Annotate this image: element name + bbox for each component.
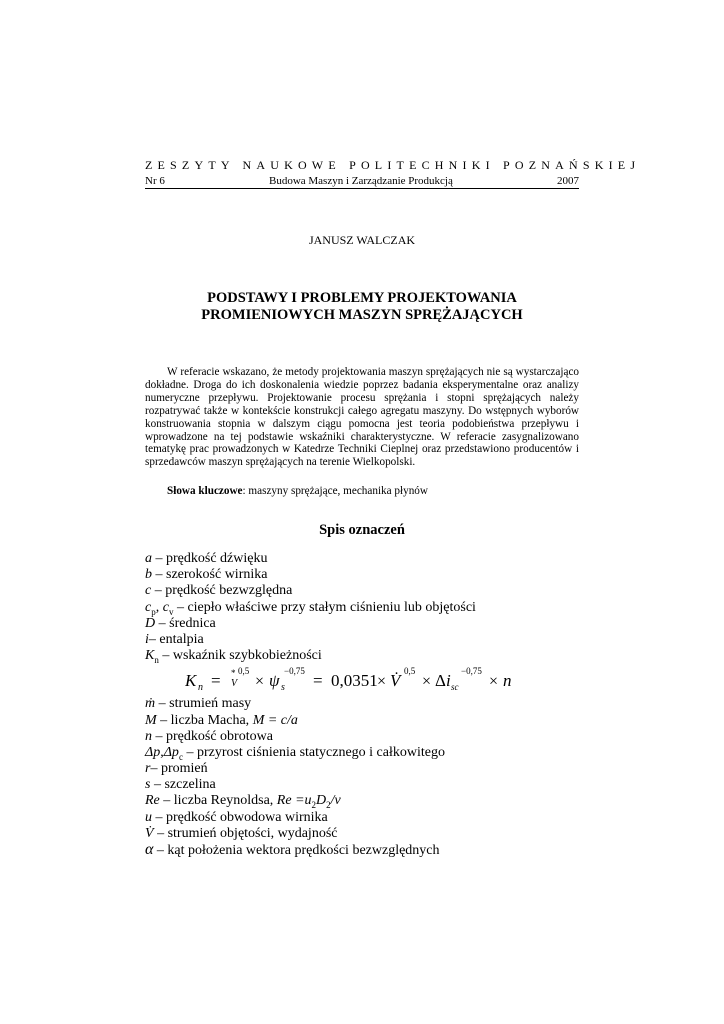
- symbol-Re: Re – liczba Reynoldsa, $Re =u_2D_2/\nu$: [145, 793, 341, 811]
- formula-lhs-sub: n: [198, 682, 203, 694]
- symbol-u: u – prędkość obwodowa wirnika: [145, 809, 328, 825]
- symbol-list: [145, 551, 585, 858]
- symbol-r: r– promień: [145, 761, 208, 777]
- symbol-c: c – prędkość bezwzględna: [145, 583, 293, 599]
- symbol-cp-cv: $c_p$, $c_v$ – ciepło właściwe przy stałym ciśnieniu lub objętości: [145, 599, 476, 617]
- symbol-mdot: ṁ – strumień masy: [145, 696, 252, 712]
- formula-i: i: [446, 671, 451, 691]
- title-line-1: PODSTAWY I PROBLEMY PROJEKTOWANIA: [207, 290, 517, 306]
- title-line-2: PROMIENIOWYCH MASZYN SPRĘŻAJĄCYCH: [201, 307, 523, 323]
- formula-i-sub: sc: [451, 682, 459, 693]
- journal-subheader: [145, 175, 579, 187]
- formula-times1: ×: [255, 673, 265, 691]
- formula-n: n: [503, 671, 512, 691]
- year: 2007: [557, 175, 579, 187]
- formula-v-star: *: [231, 668, 236, 679]
- header-rule: [145, 188, 579, 189]
- symbol-i: i– entalpia: [145, 631, 204, 647]
- formula-delta: Δ: [435, 671, 446, 691]
- formula-vdot-exp: 0,5: [404, 666, 416, 677]
- abstract: W referacie wskazano, że metody projektowania maszyn sprężających nie są wystarczająco dokładne. Droga do ich doskonalenia wiedzie poprzez badania eksperymentalne oraz analizy numeryczne przepływu. Projektowanie procesu sprężania i stopni sprężających należy rozpatrywać także w kontekście konstrukcji całego agregatu maszyny. Do wstępnych wyborów konstruowania stopnia w dalszym ciągu pomocna jest teoria podobieństwa przepływu i wprowadzone na tej podstawie wskaźniki charakterystyczne. W referacie zasygnalizowano tematykę prac prowadzonych w Katedrze Techniki Cieplnej oraz przedstawiono producentów i sprzedawców maszyn sprężających na terenie Wielkopolski.: [145, 366, 579, 469]
- keywords: [167, 485, 579, 497]
- journal-title: ZESZYTY NAUKOWE POLITECHNIKI POZNAŃSKIEJ: [145, 158, 641, 172]
- keywords-label: Słowa kluczowe: [167, 485, 243, 497]
- symbol-s: s – szczelina: [145, 777, 216, 793]
- formula-psi-sub: s: [281, 682, 285, 694]
- symbol-alpha: α – kąt położenia wektora prędkości bezwzględnych: [145, 841, 440, 858]
- formula-v: V: [231, 678, 238, 690]
- paper-title: [145, 290, 579, 324]
- formula-svg: [185, 662, 585, 696]
- formula-i-exp: −0,75: [461, 666, 482, 677]
- formula-times3: ×: [422, 673, 432, 691]
- symbol-b: b – szerokość wirnika: [145, 567, 268, 583]
- formula-eq2: =: [313, 671, 323, 691]
- section-title: Spis oznaczeń: [319, 522, 405, 538]
- symbol-a: a – prędkość dźwięku: [145, 551, 268, 566]
- issue-number: Nr 6: [145, 175, 165, 187]
- formula-lhs: K: [185, 671, 197, 691]
- formula-v-exp: 0,5: [238, 666, 250, 677]
- formula-times2: ×: [377, 673, 387, 691]
- formula-coef: 0,0351: [331, 671, 378, 691]
- series-name: Budowa Maszyn i Zarządzanie Produkcją: [268, 175, 453, 187]
- formula-eq: =: [211, 671, 221, 691]
- formula-kn: [145, 664, 585, 696]
- formula-psi-exp: −0,75: [284, 666, 305, 677]
- symbol-M: M – liczba Macha, M = c/a: [145, 712, 298, 728]
- formula-vdot: V̇: [390, 671, 401, 691]
- symbol-Kn: $K_n$ – wskaźnik szybkobieżności: [145, 648, 322, 665]
- formula-times4: ×: [489, 673, 499, 691]
- author: JANUSZ WALCZAK: [308, 233, 416, 247]
- symbol-dp: $\Delta p,\Delta p_c$ – przyrost ciśnienia statycznego i całkowitego: [145, 744, 445, 762]
- symbol-Vdot: V̇ – strumień objętości, wydajność: [145, 825, 338, 841]
- symbol-n: n – prędkość obrotowa: [145, 728, 273, 744]
- symbol-D: D – średnica: [145, 615, 216, 631]
- formula-psi: ψ: [269, 671, 280, 691]
- keywords-text: : maszyny sprężające, mechanika płynów: [242, 485, 428, 497]
